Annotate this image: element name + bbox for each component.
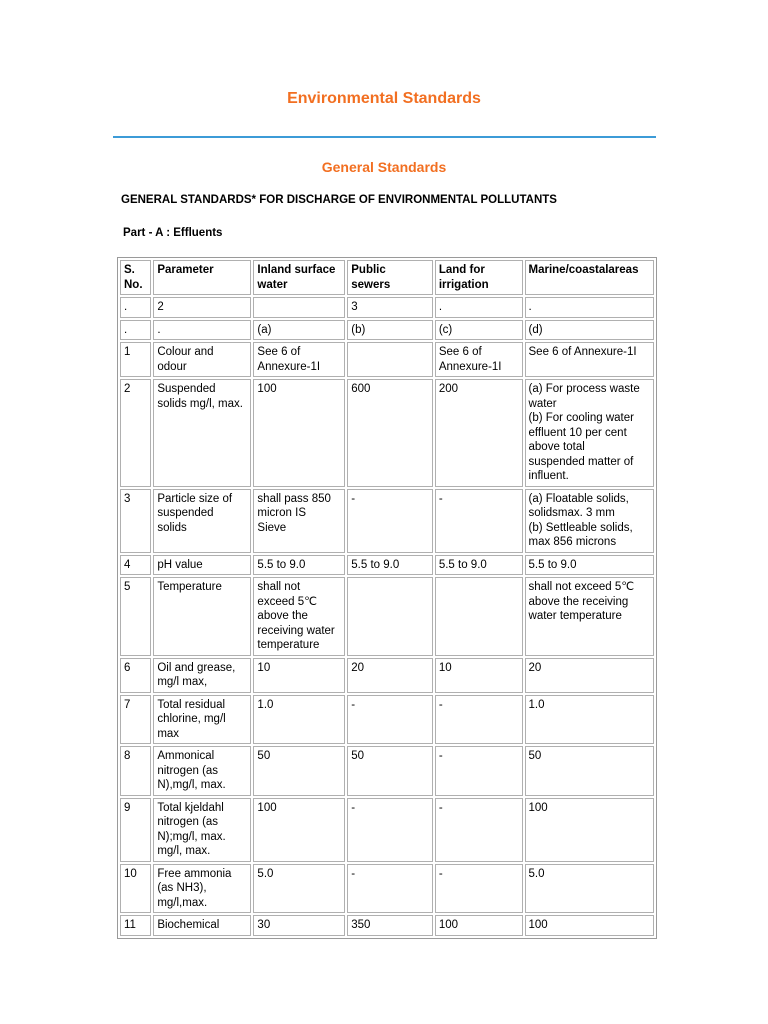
cell-land-for-irrigation: - <box>435 864 523 914</box>
cell-marine-coastal-areas: (a) Floatable solids, solidsmax. 3 mm (b) Settleable solids, max 856 microns <box>525 489 654 553</box>
cell-parameter: Oil and grease, mg/l max, <box>153 658 251 693</box>
cell-serial-no: 7 <box>120 695 151 745</box>
header-parameter: Parameter <box>153 260 251 295</box>
cell-public-sewers: 50 <box>347 746 433 796</box>
cell-serial-no: 5 <box>120 577 151 656</box>
table-row <box>120 555 654 576</box>
cell-public-sewers <box>347 577 433 656</box>
table-row <box>120 577 654 656</box>
cell-public-sewers: (b) <box>347 320 433 341</box>
table-row <box>120 297 654 318</box>
cell-public-sewers: 5.5 to 9.0 <box>347 555 433 576</box>
cell-parameter: Ammonical nitrogen (as N),mg/l, max. <box>153 746 251 796</box>
cell-inland-surface-water: 100 <box>253 379 345 487</box>
cell-serial-no: . <box>120 297 151 318</box>
header-inland-surface-water: Inland surface water <box>253 260 345 295</box>
cell-marine-coastal-areas: 50 <box>525 746 654 796</box>
cell-parameter: Particle size of suspended solids <box>153 489 251 553</box>
table-row <box>120 915 654 936</box>
cell-serial-no: 11 <box>120 915 151 936</box>
cell-marine-coastal-areas: 100 <box>525 915 654 936</box>
cell-marine-coastal-areas: See 6 of Annexure-1I <box>525 342 654 377</box>
cell-public-sewers: 600 <box>347 379 433 487</box>
cell-inland-surface-water: 100 <box>253 798 345 862</box>
table-row <box>120 746 654 796</box>
cell-serial-no: 2 <box>120 379 151 487</box>
cell-serial-no: 4 <box>120 555 151 576</box>
table-row <box>120 658 654 693</box>
cell-public-sewers: 350 <box>347 915 433 936</box>
table-body <box>120 297 654 936</box>
cell-parameter: . <box>153 320 251 341</box>
cell-inland-surface-water: 30 <box>253 915 345 936</box>
cell-marine-coastal-areas: . <box>525 297 654 318</box>
page-title: Environmental Standards <box>287 90 481 107</box>
cell-inland-surface-water: (a) <box>253 320 345 341</box>
cell-land-for-irrigation: 10 <box>435 658 523 693</box>
table-row <box>120 379 654 487</box>
table-row <box>120 489 654 553</box>
cell-serial-no: 1 <box>120 342 151 377</box>
section-title: General Standards <box>321 159 447 175</box>
cell-marine-coastal-areas: 1.0 <box>525 695 654 745</box>
cell-parameter: Free ammonia (as NH3), mg/l,max. <box>153 864 251 914</box>
cell-parameter: pH value <box>153 555 251 576</box>
cell-public-sewers: - <box>347 798 433 862</box>
cell-land-for-irrigation: - <box>435 798 523 862</box>
cell-marine-coastal-areas: (d) <box>525 320 654 341</box>
table-header-row <box>120 260 654 295</box>
header-serial-no: S. No. <box>120 260 151 295</box>
cell-land-for-irrigation: . <box>435 297 523 318</box>
cell-parameter: Total residual chlorine, mg/l max <box>153 695 251 745</box>
cell-land-for-irrigation <box>435 577 523 656</box>
document-heading: GENERAL STANDARDS* FOR DISCHARGE OF ENVIRONMENTAL POLLUTANTS <box>121 194 557 206</box>
cell-inland-surface-water: 50 <box>253 746 345 796</box>
header-marine-coastal-areas: Marine/coastalareas <box>525 260 654 295</box>
cell-land-for-irrigation: - <box>435 746 523 796</box>
table-row <box>120 342 654 377</box>
cell-marine-coastal-areas: 100 <box>525 798 654 862</box>
cell-inland-surface-water: 1.0 <box>253 695 345 745</box>
part-heading: Part - A : Effluents <box>123 227 223 239</box>
cell-parameter: Suspended solids mg/l, max. <box>153 379 251 487</box>
cell-public-sewers: - <box>347 489 433 553</box>
cell-parameter: Total kjeldahl nitrogen (as N);mg/l, max. mg/l, max. <box>153 798 251 862</box>
effluents-table <box>117 257 657 939</box>
cell-inland-surface-water: See 6 of Annexure-1I <box>253 342 345 377</box>
cell-inland-surface-water: 5.5 to 9.0 <box>253 555 345 576</box>
header-land-for-irrigation: Land for irrigation <box>435 260 523 295</box>
cell-serial-no: 3 <box>120 489 151 553</box>
cell-land-for-irrigation: - <box>435 489 523 553</box>
header-public-sewers: Public sewers <box>347 260 433 295</box>
cell-inland-surface-water: 5.0 <box>253 864 345 914</box>
cell-public-sewers: - <box>347 864 433 914</box>
cell-marine-coastal-areas: 5.0 <box>525 864 654 914</box>
cell-land-for-irrigation: 100 <box>435 915 523 936</box>
cell-marine-coastal-areas: shall not exceed 5℃ above the receiving water temperature <box>525 577 654 656</box>
cell-serial-no: 10 <box>120 864 151 914</box>
cell-parameter: Biochemical <box>153 915 251 936</box>
table-row <box>120 320 654 341</box>
cell-parameter: Colour and odour <box>153 342 251 377</box>
table-row <box>120 864 654 914</box>
cell-marine-coastal-areas: 20 <box>525 658 654 693</box>
cell-parameter: Temperature <box>153 577 251 656</box>
cell-marine-coastal-areas: 5.5 to 9.0 <box>525 555 654 576</box>
cell-inland-surface-water: shall not exceed 5℃ above the receiving water temperature <box>253 577 345 656</box>
cell-public-sewers: 3 <box>347 297 433 318</box>
cell-land-for-irrigation: 5.5 to 9.0 <box>435 555 523 576</box>
cell-public-sewers: 20 <box>347 658 433 693</box>
cell-land-for-irrigation: 200 <box>435 379 523 487</box>
cell-land-for-irrigation: - <box>435 695 523 745</box>
cell-inland-surface-water <box>253 297 345 318</box>
table-row <box>120 695 654 745</box>
cell-public-sewers <box>347 342 433 377</box>
cell-inland-surface-water: 10 <box>253 658 345 693</box>
table-row <box>120 798 654 862</box>
cell-serial-no: 6 <box>120 658 151 693</box>
cell-serial-no: 8 <box>120 746 151 796</box>
cell-public-sewers: - <box>347 695 433 745</box>
cell-inland-surface-water: shall pass 850 micron IS Sieve <box>253 489 345 553</box>
cell-parameter: 2 <box>153 297 251 318</box>
title-divider <box>113 136 656 138</box>
cell-serial-no: . <box>120 320 151 341</box>
cell-land-for-irrigation: (c) <box>435 320 523 341</box>
cell-land-for-irrigation: See 6 of Annexure-1I <box>435 342 523 377</box>
cell-marine-coastal-areas: (a) For process waste water (b) For cooling water effluent 10 per cent above total suspended matter of influent. <box>525 379 654 487</box>
cell-serial-no: 9 <box>120 798 151 862</box>
